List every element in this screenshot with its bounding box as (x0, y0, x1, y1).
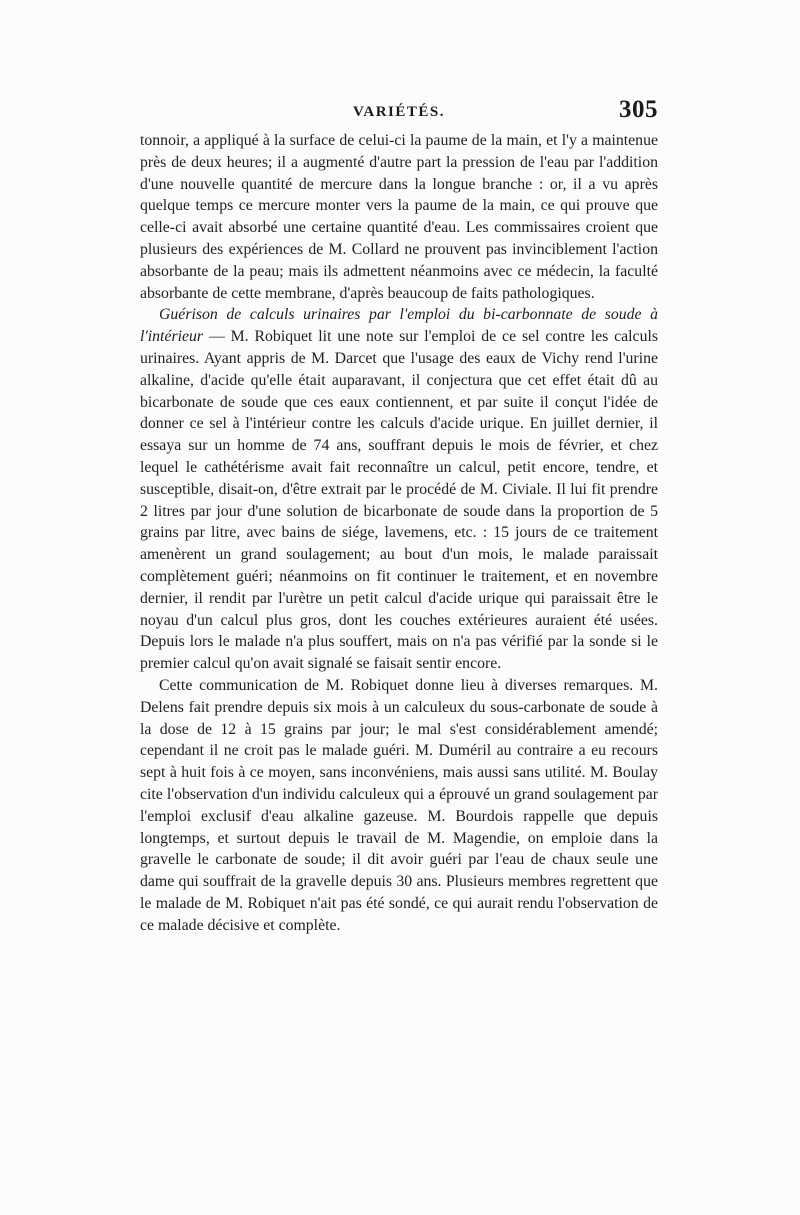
page-header (140, 96, 658, 124)
running-head: VARIÉTÉS. (352, 104, 445, 120)
paragraph-text: tonnoir, a appliqué à la surface de celui-ci la paume de la main, et l'y a maintenue près de deux heures; il a augmenté d'autre part la pression de l'eau par l'addition d'une nouvelle quantité de mercure dans la longue branche : or, il a vu après quelque temps ce mercure monter vers la paume de la main, ce qui prouve que celle-ci avait absorbé une certaine quantité d'eau. Les commissaires croient que plusieurs des expériences de M. Collard ne prouvent pas invinciblement l'action absorbante de la peau; mais ils admettent néanmoins avec ce médecin, la faculté absorbante de cette membrane, d'après beaucoup de faits pathologiques. (140, 132, 658, 302)
section-heading: Guérison de calculs urinaires par l'emploi du bi-carbonnate de soude à l'intérieur (140, 306, 658, 346)
paragraph-discussion (140, 675, 658, 937)
paragraph-continuation (140, 130, 658, 304)
body-text (140, 130, 658, 936)
paragraph-calculs (140, 304, 658, 675)
paragraph-text: — M. Robiquet lit une note sur l'emploi de ce sel contre les calculs urinaires. Ayant appris de M. Darcet que l'usage des eaux de Vichy rend l'urine alkaline, d'acide qu'elle était auparavant, il conjectura que cet effet était dû au bicarbonate de soude que ces eaux contiennent, et par suite il conçut l'idée de donner ce sel à l'intérieur contre les calculs d'acide urique. En juillet dernier, il essaya sur un homme de 74 ans, souffrant depuis le mois de février, et chez lequel le cathétérisme avait fait reconnaître un calcul, petit encore, tendre, et susceptible, disait-on, d'être extrait par le procédé de M. Civiale. Il lui fit prendre 2 litres par jour d'une solution de bicarbonate de soude dans la proportion de 5 grains par litre, avec bains de siége, lavemens, etc. : 15 jours de ce traitement amenèrent un grand soulagement; au bout d'un mois, le malade paraissait complètement guéri; néanmoins on fit continuer le traitement, et en novembre dernier, il rendit par l'urètre un petit calcul d'acide urique qui paraissait être le noyau d'un calcul plus gros, dont les couches extérieures auraient été usées. Depuis lors le malade n'a plus souffert, mais on n'a pas vérifié par la sonde si le premier calcul qu'on avait signalé se faisait sentir encore. (140, 328, 659, 673)
paragraph-text: Cette communication de M. Robiquet donne lieu à diverses remarques. M. Delens fait prendre depuis six mois à un calculeux du sous-carbonate de soude à la dose de 12 à 15 grains par jour; le mal s'est considérablement amendé; cependant il ne croit pas le malade guéri. M. Duméril au contraire a eu recours sept à huit fois à ce moyen, sans inconvéniens, mais aussi sans utilité. M. Boulay cite l'observation d'un individu calculeux qui a éprouvé un grand soulagement par l'emploi exclusif d'eau alkaline gazeuse. M. Bourdois rappelle que depuis longtemps, et surtout depuis le travail de M. Magendie, on emploie dans la gravelle le carbonate de soude; il dit avoir guéri par l'eau de chaux seule une dame qui souffrait de la gravelle depuis 30 ans. Plusieurs membres regrettent que le malade de M. Robiquet n'ait pas été sondé, ce qui aurait rendu l'observation de ce malade décisive et complète. (140, 676, 658, 934)
page-number: 305 (619, 96, 658, 123)
